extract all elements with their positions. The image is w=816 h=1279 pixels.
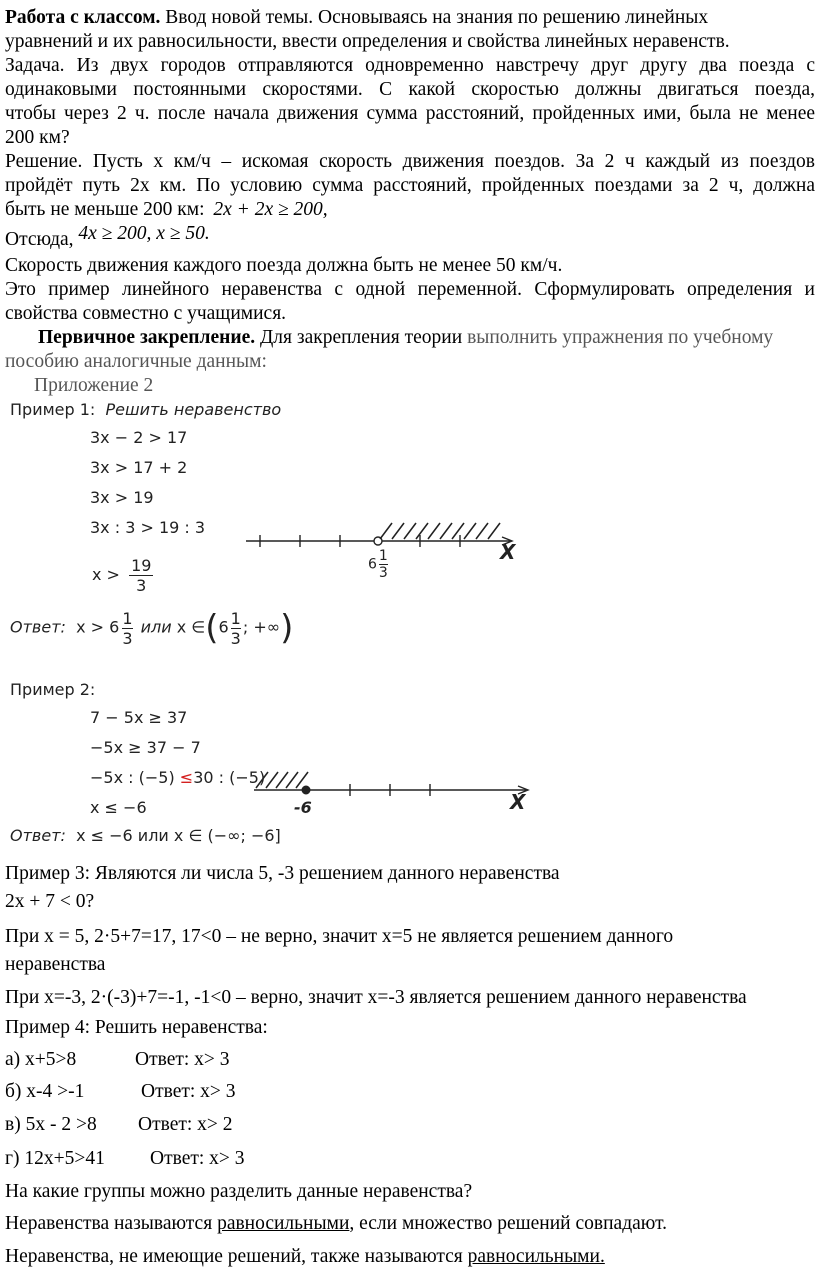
solution-line-3: [5, 198, 328, 222]
point-label-2: -6: [294, 798, 312, 817]
example1-step-5-left: x >: [92, 565, 120, 584]
example4-item-d-label: г) 12x+5>41: [5, 1148, 105, 1169]
solution-line-7: свойства совместно с учащимися.: [5, 303, 287, 324]
example1-fraction-num: 19: [131, 556, 152, 575]
intro-line-1: [5, 6, 708, 30]
solution-line-5: Скорость движения каждого поезда должна быть не менее 50 км/ч.: [5, 255, 563, 276]
point-label-1-num: 1: [378, 548, 388, 564]
solution-line-1: Решение. Пусть x км/ч – искомая скорость движения поездов. За 2 ч каждый из поездов: [5, 151, 815, 172]
example4-item-b-label: б) x-4 >-1: [5, 1081, 85, 1102]
consolidation-text-1: Для закрепления теории: [259, 327, 463, 348]
example4-item-c-label: в) 5x - 2 >8: [5, 1114, 97, 1135]
example1-answer-a: x > 6: [76, 617, 120, 637]
interval-whole: 6: [218, 617, 229, 637]
point-label-1-whole: 6: [368, 556, 377, 573]
example2-step-3-sign: ≤: [179, 768, 194, 787]
example4-item-a-answer: Ответ: x> 3: [135, 1049, 230, 1070]
example3-line-2: 2x + 7 < 0?: [5, 891, 95, 912]
shading-2: [256, 772, 308, 788]
example1-answer-label: Ответ:: [10, 617, 66, 637]
answer-fraction-1-den: 3: [122, 628, 133, 648]
interval-close-paren: ): [280, 608, 294, 648]
solution-line-4: [5, 223, 210, 252]
axis-label-x-1: X: [500, 540, 516, 564]
answer-fraction-1-num: 1: [122, 608, 133, 628]
task-line-3: чтобы через 2 ч. после начала движения сумма расстояний, пройденных ими, была не менее: [5, 103, 815, 124]
definition-1: [5, 1212, 667, 1236]
example3-line-5: При x=-3, 2·(-3)+7=-1, -1<0 – верно, значит x=-3 является решением данного неравенства: [5, 987, 747, 1008]
example3-line-3: При x = 5, 2·5+7=17, 17<0 – не верно, значит x=5 не является решением данного: [5, 926, 674, 947]
example1-fraction: [129, 556, 153, 595]
closing-question: На какие группы можно разделить данные неравенства?: [5, 1181, 473, 1202]
example2-step-1: 7 − 5x ≥ 37: [90, 708, 188, 727]
interval-tail: ; +∞: [242, 617, 281, 637]
formula-sum: 2x + 2x ≥ 200,: [213, 199, 328, 220]
example2-answer: [10, 826, 281, 845]
intro-line-2: уравнений и их равносильности, ввести определения и свойства линейных неравенств.: [5, 31, 730, 52]
example4-item-b: [5, 1080, 236, 1104]
definition-2: [5, 1245, 605, 1269]
formula-result: 4x ≥ 200, x ≥ 50.: [78, 223, 210, 244]
consolidation-line-2: пособию аналогичные данным:: [5, 351, 267, 372]
example4-item-d-answer: Ответ: x> 3: [150, 1148, 245, 1169]
example4-item-d: [5, 1147, 245, 1171]
point-label-1: [368, 548, 388, 581]
example2-answer-label: Ответ:: [10, 826, 66, 845]
example4-item-c: [5, 1113, 233, 1137]
example2-step-2: −5x ≥ 37 − 7: [90, 738, 201, 757]
example4-item-a-label: а) x+5>8: [5, 1049, 77, 1070]
solution-line-4-text: Отсюда,: [5, 229, 74, 250]
solution-line-3-text: быть не меньше 200 км:: [5, 199, 205, 220]
definition-2-term: равносильными.: [467, 1246, 605, 1267]
example1-title: [10, 400, 281, 419]
answer-fraction-2-num: 1: [230, 608, 241, 628]
example4-title: Пример 4: Решить неравенства:: [5, 1017, 268, 1038]
example1-step-5: [92, 556, 153, 595]
answer-fraction-2-den: 3: [230, 628, 241, 648]
example2-step-4: x ≤ −6: [90, 798, 147, 817]
definition-1-b: , если множество решений совпадают.: [349, 1213, 668, 1234]
point-label-1-fraction: [379, 548, 388, 581]
example2-step-3-right: 30 : (−5): [193, 768, 266, 787]
answer-fraction-1: [122, 609, 132, 648]
closed-point: [302, 786, 310, 794]
intro-heading-rest: Ввод новой темы. Основываясь на знания по решению линейных: [165, 7, 709, 28]
solution-line-2: пройдёт путь 2x км. По условию сумма расстояний, пройденных поездами за 2 ч, должна: [5, 175, 815, 196]
example1-step-2: 3x > 17 + 2: [90, 458, 188, 477]
example4-item-c-answer: Ответ: x> 2: [138, 1114, 233, 1135]
example1-step-4: 3x : 3 > 19 : 3: [90, 518, 206, 537]
task-line-2: одинаковыми постоянными скоростями. С какой скоростью должны двигаться поезда,: [5, 79, 815, 100]
example1-step-3: 3x > 19: [90, 488, 154, 507]
example3-line-1: Пример 3: Являются ли числа 5, -3 решением данного неравенства: [5, 863, 560, 884]
example1-answer-in: x ∈: [176, 617, 206, 637]
answer-fraction-2: [231, 609, 241, 648]
example3-line-4: неравенства: [5, 954, 106, 975]
interval-open-paren: (: [205, 608, 219, 648]
example4-item-b-answer: Ответ: x> 3: [141, 1081, 236, 1102]
example1-title-text: Пример 1:: [10, 400, 96, 419]
example1-fraction-den: 3: [136, 576, 147, 595]
definition-1-term: равносильными: [217, 1213, 350, 1234]
task-line-1: Задача. Из двух городов отправляются одновременно навстречу друг другу два поезда с: [5, 55, 815, 76]
example2-step-3-left: −5x : (−5): [90, 768, 175, 787]
example4-item-a: [5, 1048, 230, 1072]
task-line-4: 200 км?: [5, 127, 70, 148]
point-label-1-den: 3: [378, 565, 388, 581]
appendix-label: Приложение 2: [34, 375, 154, 396]
solution-line-6: Это пример линейного неравенства с одной переменной. Сформулировать определения и: [5, 279, 815, 300]
example1-task: Решить неравенство: [105, 400, 282, 419]
definition-1-a: Неравенства называются: [5, 1213, 213, 1234]
example2-answer-text: x ≤ −6 или x ∈ (−∞; −6]: [76, 826, 281, 845]
example2-title: Пример 2:: [10, 680, 96, 699]
shading-1: [380, 523, 502, 539]
example1-step-1: 3x − 2 > 17: [90, 428, 188, 447]
example1-answer-or: или: [140, 617, 172, 637]
axis-label-x-2: X: [510, 790, 526, 814]
consolidation-heading: Первичное закрепление.: [38, 327, 256, 348]
consolidation-text-2: выполнить упражнения по учебному: [467, 327, 774, 348]
example2-step-3: [90, 768, 265, 787]
consolidation-line-1: [38, 326, 773, 350]
example1-answer: [10, 608, 293, 648]
definition-2-a: Неравенства, не имеющие решений, также называются: [5, 1246, 463, 1267]
intro-heading: Работа с классом.: [5, 7, 161, 28]
